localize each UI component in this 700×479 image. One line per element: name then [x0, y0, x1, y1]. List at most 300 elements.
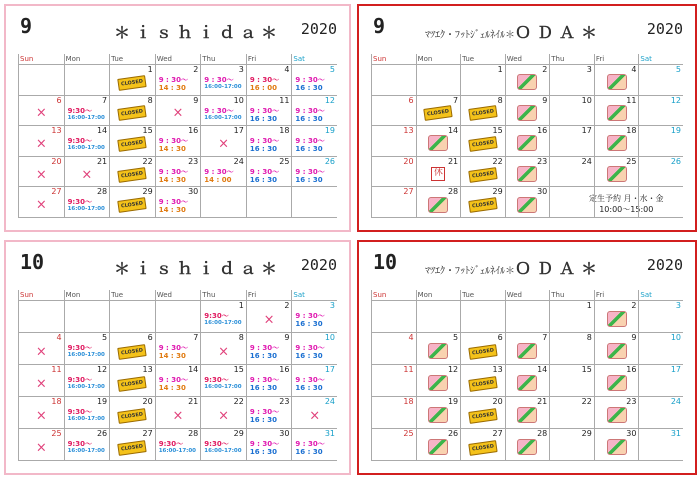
day-number: 4 [631, 65, 637, 74]
day-number: 21 [537, 397, 548, 406]
calendar-grid [18, 54, 337, 218]
day-cell [371, 126, 416, 157]
day-cell [460, 333, 505, 365]
day-number: 26 [324, 156, 335, 166]
open-time: 9 : 30～ [158, 76, 188, 84]
open-time: 9 : 30～ [249, 76, 280, 84]
weekday-header: Mon [64, 290, 110, 301]
day-number: 6 [497, 333, 503, 342]
day-cell [155, 301, 201, 333]
day-cell [505, 157, 550, 188]
day-cell [291, 187, 337, 218]
day-cell [594, 333, 639, 365]
day-number: 15 [233, 365, 244, 374]
closed-sign-icon: CLOSED [468, 136, 498, 152]
day-cell [416, 65, 461, 96]
day-cell [291, 397, 337, 429]
open-time: 9 : 30～ [158, 137, 188, 146]
day-cell [18, 96, 64, 127]
day-number: 14 [188, 365, 199, 374]
day-number: 31 [670, 429, 681, 438]
day-number: 30 [537, 187, 548, 197]
open-time: 9 : 30～ [295, 137, 325, 146]
day-cell [594, 429, 639, 461]
day-number: 16 [626, 365, 637, 374]
calendar-title-name: ＯＤＡ＊ [515, 23, 604, 42]
last-time: 16 : 30 [295, 114, 323, 123]
day-cell [18, 187, 64, 218]
day-cell [505, 126, 550, 157]
open-time: 9:30～ [204, 312, 229, 320]
nail-illustration-icon [607, 375, 627, 391]
last-time: 16 : 30 [295, 175, 323, 184]
open-time: 9:30～ [158, 440, 184, 448]
open-time: 9:30～ [204, 376, 229, 384]
last-time: 16 : 30 [295, 320, 323, 328]
day-cell [291, 96, 337, 127]
day-number: 22 [233, 397, 244, 406]
month-number: 9 [373, 14, 386, 38]
open-time: 9 : 30～ [204, 76, 234, 84]
open-time: 9 : 30～ [204, 106, 234, 115]
day-number: 12 [324, 95, 335, 105]
weekday-header: Fri [594, 54, 639, 65]
day-cell [200, 157, 246, 188]
day-number: 18 [403, 397, 414, 406]
day-number: 9 [631, 333, 637, 342]
open-time: 9 : 30～ [249, 137, 280, 146]
day-cell [246, 333, 292, 365]
day-cell [416, 429, 461, 461]
day-cell [18, 301, 64, 333]
day-number: 14 [96, 126, 108, 136]
day-cell [594, 126, 639, 157]
weekday-header: Thu [200, 290, 246, 301]
open-time: 9:30～ [67, 106, 92, 115]
closed-x-mark: × [35, 105, 47, 121]
last-time: 16:00-17:00 [67, 384, 105, 390]
day-number: 3 [586, 65, 592, 74]
nail-illustration-icon [517, 74, 537, 90]
day-cell [109, 429, 155, 461]
day-number: 11 [626, 95, 637, 105]
open-time: 9 : 30～ [249, 376, 280, 384]
day-cell [638, 365, 683, 397]
day-number: 30 [188, 187, 199, 197]
day-number: 12 [670, 95, 681, 105]
weekday-header: Sun [371, 54, 416, 65]
day-cell [109, 301, 155, 333]
open-time: 9 : 30～ [204, 167, 234, 176]
day-number: 22 [581, 397, 592, 406]
day-cell [109, 397, 155, 429]
nail-illustration-icon [517, 166, 537, 182]
day-cell [291, 65, 337, 96]
day-cell [64, 96, 110, 127]
last-time: 14 : 30 [158, 384, 186, 392]
hours-line-1: 定生予約 月・水・金 [589, 194, 664, 204]
last-time: 16 : 30 [249, 145, 277, 154]
day-cell [18, 365, 64, 397]
last-time: 16 : 30 [295, 384, 323, 392]
day-number: 2 [631, 301, 637, 310]
day-number: 31 [324, 429, 335, 438]
day-number: 23 [279, 397, 290, 406]
day-number: 16 [537, 126, 548, 136]
day-cell [371, 397, 416, 429]
weekday-header: Fri [246, 54, 292, 65]
last-time: 16:00-17:00 [67, 416, 105, 422]
nail-illustration-icon [517, 407, 537, 423]
day-cell [416, 126, 461, 157]
day-number: 14 [447, 126, 459, 136]
day-cell [200, 333, 246, 365]
day-cell [291, 301, 337, 333]
day-cell [371, 187, 416, 218]
open-time: 9 : 30～ [158, 376, 188, 384]
day-number: 30 [626, 429, 637, 438]
day-number: 23 [626, 397, 637, 406]
open-time: 9 : 30～ [295, 312, 325, 320]
day-number: 13 [142, 365, 153, 374]
last-time: 16:00-17:00 [67, 448, 105, 454]
last-time: 16 : 30 [249, 384, 277, 392]
closed-x-mark: × [309, 408, 321, 424]
day-cell [64, 187, 110, 218]
day-cell [18, 126, 64, 157]
closed-x-mark: × [218, 344, 230, 360]
weekday-header: Sat [291, 290, 337, 301]
closed-sign-icon: CLOSED [118, 105, 148, 121]
day-number: 2 [284, 301, 290, 310]
day-cell [460, 65, 505, 96]
day-cell [416, 187, 461, 218]
calendar-title: ＊ｉｓｈｉｄａ＊ [114, 23, 283, 42]
day-number: 10 [324, 333, 335, 342]
day-cell [18, 157, 64, 188]
day-cell [638, 157, 683, 188]
oda-september-calendar [357, 4, 697, 232]
day-number: 8 [238, 333, 244, 342]
open-time: 9:30～ [67, 440, 92, 448]
day-number: 23 [537, 156, 548, 166]
day-cell [200, 397, 246, 429]
day-number: 29 [233, 429, 244, 438]
day-cell [460, 429, 505, 461]
day-number: 21 [447, 156, 459, 166]
open-time: 9 : 30～ [295, 440, 325, 448]
weekday-header: Sat [638, 290, 683, 301]
day-cell [246, 96, 292, 127]
calendar-title-prefix: ﾏﾂｴｸ・ﾌｯﾄｼﾞｪﾙﾈｲﾙ＊ [425, 266, 515, 277]
open-time: 9:30～ [67, 344, 92, 352]
calendar-grid [371, 54, 683, 218]
day-number: 6 [408, 95, 414, 105]
day-cell [505, 365, 550, 397]
day-cell [18, 333, 64, 365]
closed-x-mark: × [81, 167, 93, 183]
weekday-header: Fri [246, 290, 292, 301]
open-time: 9 : 30～ [249, 106, 280, 115]
day-cell [460, 187, 505, 218]
day-number: 18 [51, 397, 62, 406]
day-number: 3 [238, 65, 244, 74]
day-cell [505, 429, 550, 461]
day-cell [246, 365, 292, 397]
last-time: 16:00-17:00 [67, 114, 105, 121]
day-cell [416, 96, 461, 127]
closed-sign-icon: CLOSED [468, 167, 498, 183]
calendar-title-name: ＯＤＡ＊ [515, 259, 604, 278]
last-time: 16 : 30 [295, 145, 323, 154]
closed-sign-icon: CLOSED [468, 344, 498, 360]
nail-illustration-icon [428, 407, 448, 423]
weekday-header: Sun [371, 290, 416, 301]
day-number: 1 [238, 301, 244, 310]
day-cell [246, 126, 292, 157]
weekday-header: Fri [594, 290, 639, 301]
open-time: 9:30～ [67, 198, 92, 207]
closed-sign-icon: CLOSED [424, 105, 454, 121]
day-cell [505, 96, 550, 127]
day-number: 20 [142, 397, 153, 406]
last-time: 16 : 30 [249, 352, 277, 360]
closed-sign-icon: CLOSED [468, 440, 498, 456]
day-number: 18 [626, 126, 637, 136]
year-label: 2020 [646, 256, 683, 274]
last-time: 16:00-17:00 [204, 384, 242, 390]
day-number: 1 [586, 301, 592, 310]
day-cell [371, 96, 416, 127]
weekday-header: Wed [155, 54, 201, 65]
day-cell [549, 365, 594, 397]
day-number: 25 [279, 156, 290, 166]
ishida-september-calendar [4, 4, 351, 232]
day-cell [549, 429, 594, 461]
day-cell [18, 65, 64, 96]
day-cell [291, 429, 337, 461]
day-number: 24 [581, 156, 592, 166]
day-number: 9 [193, 95, 199, 105]
day-cell [155, 65, 201, 96]
last-time: 16 : 30 [249, 114, 277, 123]
day-cell [505, 65, 550, 96]
weekday-header: Sat [638, 54, 683, 65]
day-cell [200, 187, 246, 218]
day-number: 16 [188, 126, 199, 136]
day-cell [638, 301, 683, 333]
calendar-grid [371, 290, 683, 461]
last-time: 16:00-17:00 [67, 352, 105, 358]
day-number: 20 [492, 397, 503, 406]
day-number: 22 [142, 156, 153, 166]
closed-x-mark: × [35, 167, 47, 183]
month-number: 10 [20, 250, 45, 274]
day-number: 17 [324, 365, 335, 374]
last-time: 16:00-17:00 [158, 448, 196, 454]
day-cell [109, 365, 155, 397]
closed-sign-icon: CLOSED [468, 197, 498, 213]
day-cell [371, 65, 416, 96]
day-cell [594, 157, 639, 188]
last-time: 14 : 00 [204, 175, 232, 184]
day-number: 6 [56, 95, 62, 105]
day-cell [246, 397, 292, 429]
weekday-header: Thu [200, 54, 246, 65]
last-time: 14 : 30 [158, 84, 186, 92]
ishida-october-calendar [4, 240, 351, 475]
open-time: 9 : 30～ [158, 198, 188, 207]
month-number: 9 [20, 14, 33, 38]
day-number: 19 [96, 397, 108, 406]
closed-x-mark: × [35, 344, 47, 360]
last-time: 16:00-17:00 [204, 84, 242, 90]
weekday-header: Sun [18, 290, 64, 301]
open-time: 9:30～ [204, 440, 229, 448]
day-number: 27 [51, 187, 62, 197]
day-number: 28 [96, 187, 108, 197]
open-time: 9:30～ [67, 408, 92, 416]
last-time: 14 : 30 [158, 145, 186, 154]
weekday-header: Mon [64, 54, 110, 65]
day-number: 9 [284, 333, 290, 342]
day-number: 11 [279, 95, 290, 105]
day-cell [638, 187, 683, 218]
holiday-mark: 休 [431, 167, 445, 181]
year-label: 2020 [300, 256, 337, 274]
open-time: 9 : 30～ [158, 167, 188, 176]
day-cell [109, 126, 155, 157]
day-cell [109, 65, 155, 96]
nail-illustration-icon [517, 135, 537, 151]
nail-illustration-icon [428, 135, 448, 151]
day-number: 22 [492, 156, 503, 166]
day-cell [638, 429, 683, 461]
weekday-header: Thu [549, 290, 594, 301]
closed-x-mark: × [218, 408, 230, 424]
day-number: 10 [233, 95, 244, 105]
day-cell [155, 126, 201, 157]
day-number: 10 [670, 333, 681, 342]
last-time: 16 : 30 [249, 175, 277, 184]
day-number: 4 [56, 333, 62, 342]
day-cell [549, 96, 594, 127]
closed-x-mark: × [35, 408, 47, 424]
day-number: 5 [102, 333, 108, 342]
weekday-header: Thu [549, 54, 594, 65]
day-number: 21 [188, 397, 199, 406]
day-number: 4 [284, 65, 290, 74]
nail-illustration-icon [607, 407, 627, 423]
day-cell [155, 365, 201, 397]
day-number: 7 [542, 333, 548, 342]
day-cell [638, 333, 683, 365]
day-cell [64, 397, 110, 429]
day-cell [594, 96, 639, 127]
day-number: 20 [403, 156, 414, 166]
day-number: 5 [329, 65, 335, 74]
weekday-header: Sun [18, 54, 64, 65]
open-time: 9 : 30～ [249, 167, 280, 176]
hours-line-2: 10:00～15:00 [599, 205, 654, 215]
open-time: 9 : 30～ [295, 344, 325, 352]
day-cell [460, 157, 505, 188]
closed-x-mark: × [35, 376, 47, 392]
closed-x-mark: × [35, 440, 47, 456]
closed-x-mark: × [172, 105, 184, 121]
weekday-header: Wed [505, 54, 550, 65]
day-number: 7 [102, 95, 108, 105]
day-cell [505, 397, 550, 429]
last-time: 16:00-17:00 [67, 206, 105, 213]
day-number: 19 [670, 126, 681, 136]
closed-x-mark: × [35, 136, 47, 152]
day-cell [291, 333, 337, 365]
day-cell [246, 301, 292, 333]
day-number: 29 [142, 187, 153, 197]
day-cell [416, 301, 461, 333]
day-number: 1 [147, 65, 153, 74]
closed-x-mark: × [218, 136, 230, 152]
day-number: 27 [403, 187, 414, 197]
day-number: 26 [447, 429, 459, 438]
last-time: 16:00-17:00 [204, 114, 242, 121]
nail-illustration-icon [607, 105, 627, 121]
day-number: 13 [492, 365, 503, 374]
day-cell [416, 365, 461, 397]
day-cell [416, 333, 461, 365]
nail-illustration-icon [428, 375, 448, 391]
open-time: 9 : 30～ [295, 167, 325, 176]
day-number: 11 [51, 365, 62, 374]
year-label: 2020 [300, 20, 337, 38]
day-cell [18, 429, 64, 461]
day-number: 14 [537, 365, 548, 374]
day-number: 11 [403, 365, 414, 374]
day-cell [371, 365, 416, 397]
closed-sign-icon: CLOSED [118, 376, 148, 392]
day-cell [200, 126, 246, 157]
weekday-header: Tue [460, 290, 505, 301]
day-cell [594, 365, 639, 397]
day-cell [371, 429, 416, 461]
day-cell [549, 301, 594, 333]
day-number: 13 [403, 126, 414, 136]
day-cell [460, 365, 505, 397]
day-number: 15 [142, 126, 153, 136]
calendar-title-prefix: ﾏﾂｴｸ・ﾌｯﾄｼﾞｪﾙﾈｲﾙ＊ [425, 30, 515, 41]
day-number: 23 [188, 156, 199, 166]
nail-illustration-icon [607, 311, 627, 327]
day-number: 8 [586, 333, 592, 342]
day-cell [549, 187, 664, 218]
day-number: 24 [670, 397, 681, 406]
day-number: 1 [497, 65, 503, 74]
closed-sign-icon: CLOSED [468, 105, 498, 121]
day-number: 24 [324, 397, 335, 406]
last-time: 16 : 30 [249, 416, 277, 424]
day-number: 17 [581, 126, 592, 136]
weekday-header: Sat [291, 54, 337, 65]
last-time: 16 : 30 [249, 448, 277, 456]
day-cell [155, 429, 201, 461]
day-number: 12 [447, 365, 459, 374]
weekday-header: Tue [460, 54, 505, 65]
calendar-title [425, 20, 603, 43]
day-number: 4 [408, 333, 414, 342]
day-cell [200, 96, 246, 127]
day-cell [109, 96, 155, 127]
